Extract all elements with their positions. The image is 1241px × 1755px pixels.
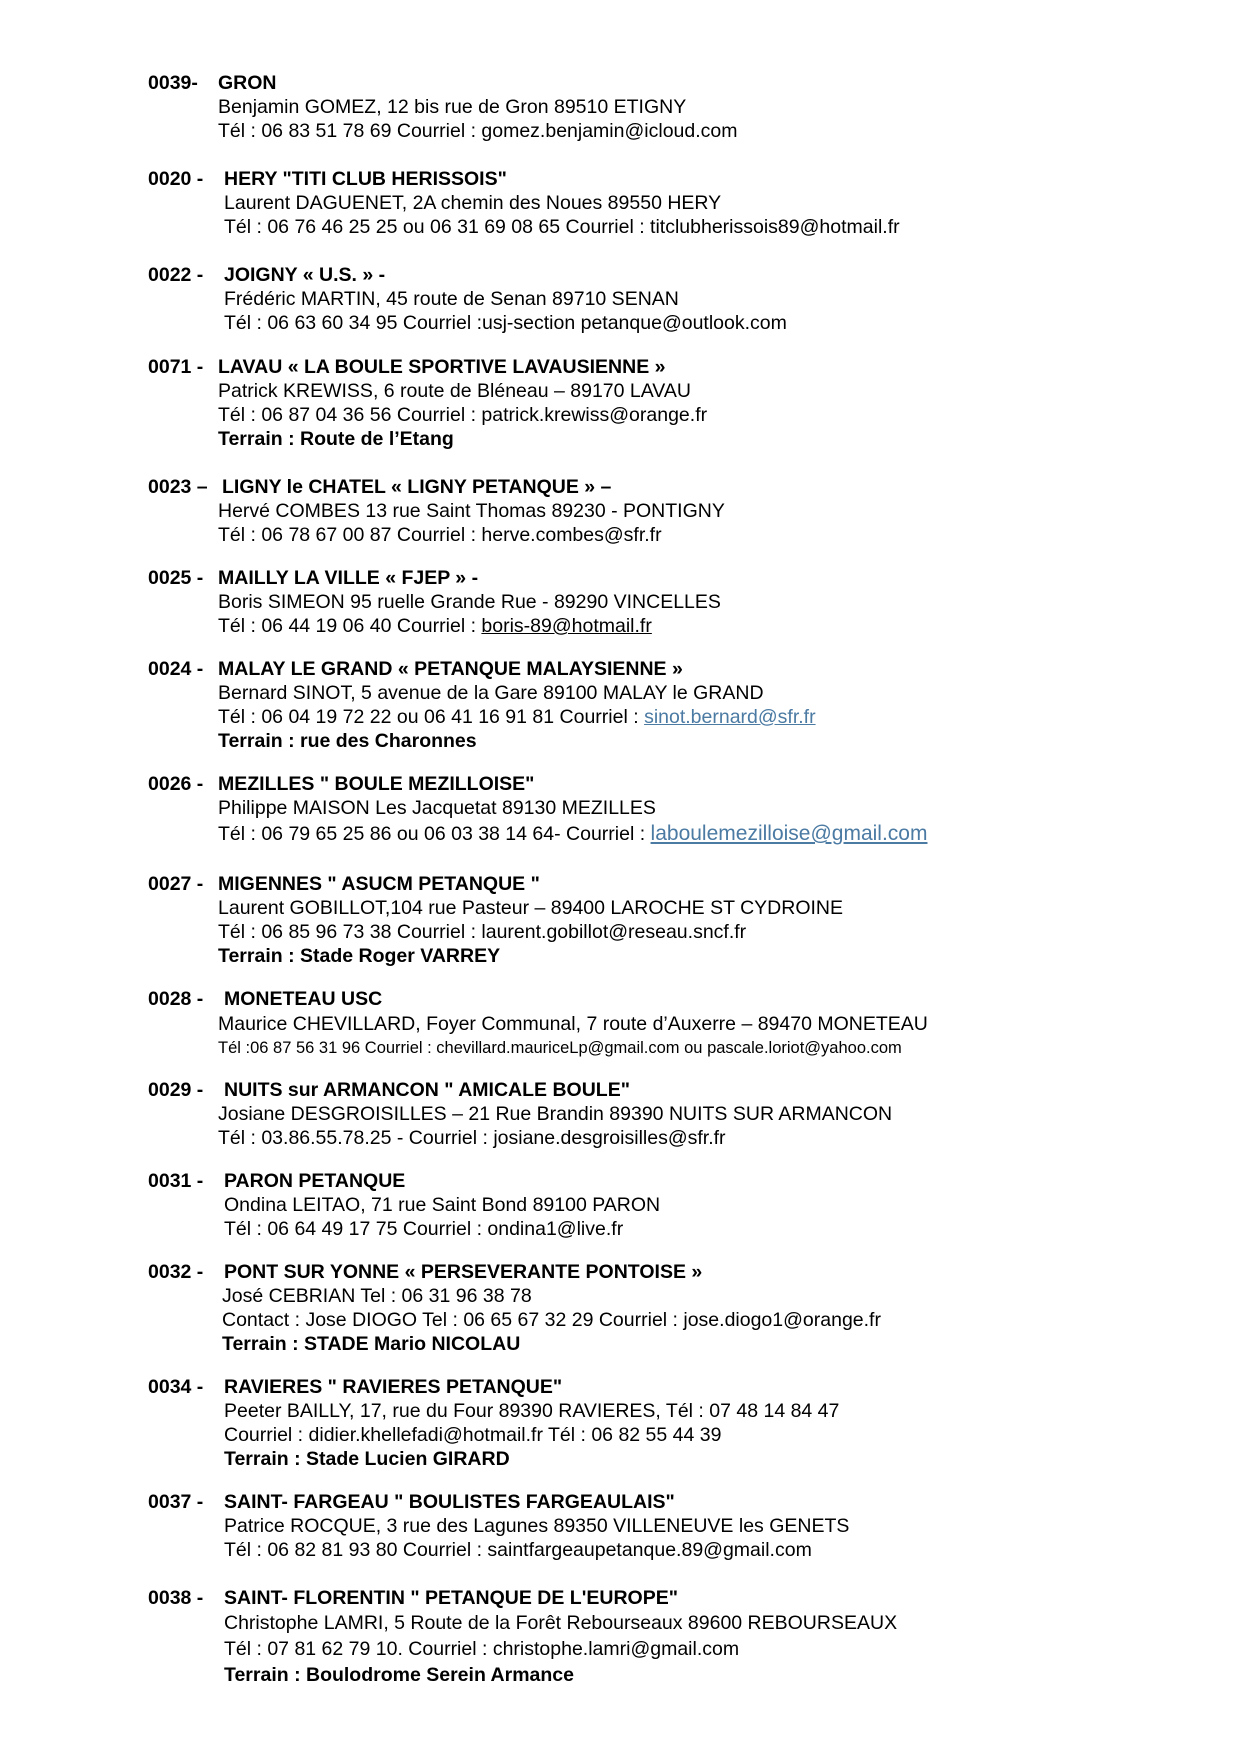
- club-code: 0023 –: [148, 476, 208, 498]
- club-entry-0038: [148, 1586, 1208, 1688]
- email-link[interactable]: boris-89@hotmail.fr: [481, 615, 652, 637]
- club-name: MONETEAU USC: [224, 988, 383, 1010]
- contact-phone-email: Tél : 03.86.55.78.25 - Courriel : josiane.desgroisilles@sfr.fr: [218, 1127, 726, 1149]
- contact-phone-email: Tél : 06 85 96 73 38 Courriel : laurent.gobillot@reseau.sncf.fr: [218, 921, 747, 943]
- contact-phone-email: Tél : 06 04 19 72 22 ou 06 41 16 91 81 Courriel : sinot.bernard@sfr.fr: [218, 706, 816, 728]
- club-entry-0032: [148, 1260, 1208, 1356]
- club-name: NUITS sur ARMANCON " AMICALE BOULE": [224, 1079, 630, 1101]
- terrain: Terrain : Boulodrome Serein Armance: [224, 1664, 575, 1686]
- club-code: 0037 -: [148, 1491, 204, 1513]
- club-entry-0023: [148, 475, 1208, 547]
- club-code: 0029 -: [148, 1079, 204, 1101]
- contact-phone-email: Tél : 06 63 60 34 95 Courriel :usj-section petanque@outlook.com: [224, 312, 787, 334]
- contact-phone-email: Tél : 06 83 51 78 69 Courriel : gomez.benjamin@icloud.com: [218, 120, 738, 142]
- contact-address: Ondina LEITAO, 71 rue Saint Bond 89100 PARON: [224, 1194, 661, 1216]
- club-entry-0028: [148, 987, 1208, 1059]
- club-entry-0022: [148, 263, 1208, 335]
- club-entry-0025: [148, 566, 1208, 638]
- club-name: MEZILLES " BOULE MEZILLOISE": [218, 773, 535, 795]
- club-code: 0022 -: [148, 264, 204, 286]
- club-name: RAVIERES " RAVIERES PETANQUE": [224, 1376, 563, 1398]
- club-name: PONT SUR YONNE « PERSEVERANTE PONTOISE »: [224, 1261, 703, 1283]
- terrain: Terrain : rue des Charonnes: [218, 730, 477, 752]
- club-name: GRON: [218, 72, 277, 94]
- contact-phone-email: Contact : Jose DIOGO Tel : 06 65 67 32 29 Courriel : jose.diogo1@orange.fr: [222, 1309, 881, 1331]
- contact-phone-email: Tél :06 87 56 31 96 Courriel : chevillard.mauriceLp@gmail.com ou pascale.loriot@yahoo.com: [218, 1039, 902, 1057]
- club-code: 0071 -: [148, 356, 204, 378]
- email-link[interactable]: sinot.bernard@sfr.fr: [644, 706, 816, 728]
- club-code: 0034 -: [148, 1376, 204, 1398]
- contact-address: Philippe MAISON Les Jacquetat 89130 MEZILLES: [218, 797, 656, 819]
- club-code: 0032 -: [148, 1261, 204, 1283]
- club-entry-0031: [148, 1169, 1208, 1241]
- club-name: JOIGNY « U.S. » -: [224, 264, 386, 286]
- contact-address: Boris SIMEON 95 ruelle Grande Rue - 89290 VINCELLES: [218, 591, 721, 613]
- contact-address: Josiane DESGROISILLES – 21 Rue Brandin 89390 NUITS SUR ARMANCON: [218, 1103, 893, 1125]
- contact-address: Patrick KREWISS, 6 route de Bléneau – 89170 LAVAU: [218, 380, 691, 402]
- terrain: Terrain : Route de l’Etang: [218, 428, 454, 450]
- contact-person: José CEBRIAN Tel : 06 31 96 38 78: [222, 1285, 532, 1307]
- contact-phone-email: Tél : 06 76 46 25 25 ou 06 31 69 08 65 Courriel : titclubherissois89@hotmail.fr: [224, 216, 900, 238]
- contact-phone-email: Tél : 06 87 04 36 56 Courriel : patrick.krewiss@orange.fr: [218, 404, 708, 426]
- contact-phone-email: Tél : 06 44 19 06 40 Courriel : boris-89@hotmail.fr: [218, 615, 652, 637]
- contact-address: Peeter BAILLY, 17, rue du Four 89390 RAVIERES, Tél : 07 48 14 84 47: [224, 1400, 840, 1422]
- club-name: SAINT- FARGEAU " BOULISTES FARGEAULAIS": [224, 1491, 675, 1513]
- contact-address: Patrice ROCQUE, 3 rue des Lagunes 89350 VILLENEUVE les GENETS: [224, 1515, 850, 1537]
- terrain: Terrain : Stade Roger VARREY: [218, 945, 501, 967]
- club-entry-0037: [148, 1490, 1208, 1562]
- club-entry-0027: [148, 872, 1208, 968]
- club-code: 0039-: [148, 72, 198, 94]
- contact-address: Benjamin GOMEZ, 12 bis rue de Gron 89510 ETIGNY: [218, 96, 687, 118]
- contact-address: Bernard SINOT, 5 avenue de la Gare 89100 MALAY le GRAND: [218, 682, 764, 704]
- terrain: Terrain : Stade Lucien GIRARD: [224, 1448, 510, 1470]
- contact-phone-email: Tél : 06 79 65 25 86 ou 06 03 38 14 64- Courriel : laboulemezilloise@gmail.com: [218, 822, 928, 845]
- club-entry-0039: [148, 71, 1208, 143]
- contact-phone-email: Tél : 06 64 49 17 75 Courriel : ondina1@live.fr: [224, 1218, 624, 1240]
- club-code: 0031 -: [148, 1170, 204, 1192]
- club-code: 0025 -: [148, 567, 204, 589]
- club-code: 0020 -: [148, 168, 204, 190]
- email-link[interactable]: laboulemezilloise@gmail.com: [650, 822, 928, 845]
- contact-phone-email: Tél : 06 82 81 93 80 Courriel : saintfargeaupetanque.89@gmail.com: [224, 1539, 812, 1561]
- club-name: MIGENNES " ASUCM PETANQUE ": [218, 873, 540, 895]
- club-name: SAINT- FLORENTIN " PETANQUE DE L'EUROPE": [224, 1587, 678, 1609]
- club-name: HERY "TITI CLUB HERISSOIS": [224, 168, 507, 190]
- club-name: MAILLY LA VILLE « FJEP » -: [218, 567, 479, 589]
- club-code: 0028 -: [148, 988, 204, 1010]
- terrain: Terrain : STADE Mario NICOLAU: [222, 1333, 521, 1355]
- club-code: 0026 -: [148, 773, 204, 795]
- contact-address: Laurent GOBILLOT,104 rue Pasteur – 89400 LAROCHE ST CYDROINE: [218, 897, 844, 919]
- club-code: 0027 -: [148, 873, 204, 895]
- club-entry-0034: [148, 1375, 1208, 1471]
- club-entry-0024: [148, 657, 1208, 753]
- club-name: PARON PETANQUE: [224, 1170, 406, 1192]
- club-entry-0026: [148, 772, 1208, 848]
- club-entry-0020: [148, 167, 1208, 239]
- club-entry-0071: [148, 355, 1208, 451]
- club-name: MALAY LE GRAND « PETANQUE MALAYSIENNE »: [218, 658, 683, 680]
- contact-phone-email: Tél : 06 78 67 00 87 Courriel : herve.combes@sfr.fr: [218, 524, 662, 546]
- contact-address: Maurice CHEVILLARD, Foyer Communal, 7 route d’Auxerre – 89470 MONETEAU: [218, 1013, 928, 1035]
- contact-phone-email: Tél : 07 81 62 79 10. Courriel : christophe.lamri@gmail.com: [224, 1638, 740, 1660]
- contact-address: Laurent DAGUENET, 2A chemin des Noues 89550 HERY: [224, 192, 722, 214]
- contact-address: Hervé COMBES 13 rue Saint Thomas 89230 - PONTIGNY: [218, 500, 725, 522]
- club-code: 0024 -: [148, 658, 204, 680]
- contact-address: Christophe LAMRI, 5 Route de la Forêt Rebourseaux 89600 REBOURSEAUX: [224, 1612, 898, 1634]
- club-name: LAVAU « LA BOULE SPORTIVE LAVAUSIENNE »: [218, 356, 666, 378]
- club-entry-0029: [148, 1078, 1208, 1150]
- club-name: LIGNY le CHATEL « LIGNY PETANQUE » –: [222, 476, 612, 498]
- contact-phone-email: Courriel : didier.khellefadi@hotmail.fr Tél : 06 82 55 44 39: [224, 1424, 722, 1446]
- club-code: 0038 -: [148, 1587, 204, 1609]
- contact-address: Frédéric MARTIN, 45 route de Senan 89710 SENAN: [224, 288, 679, 310]
